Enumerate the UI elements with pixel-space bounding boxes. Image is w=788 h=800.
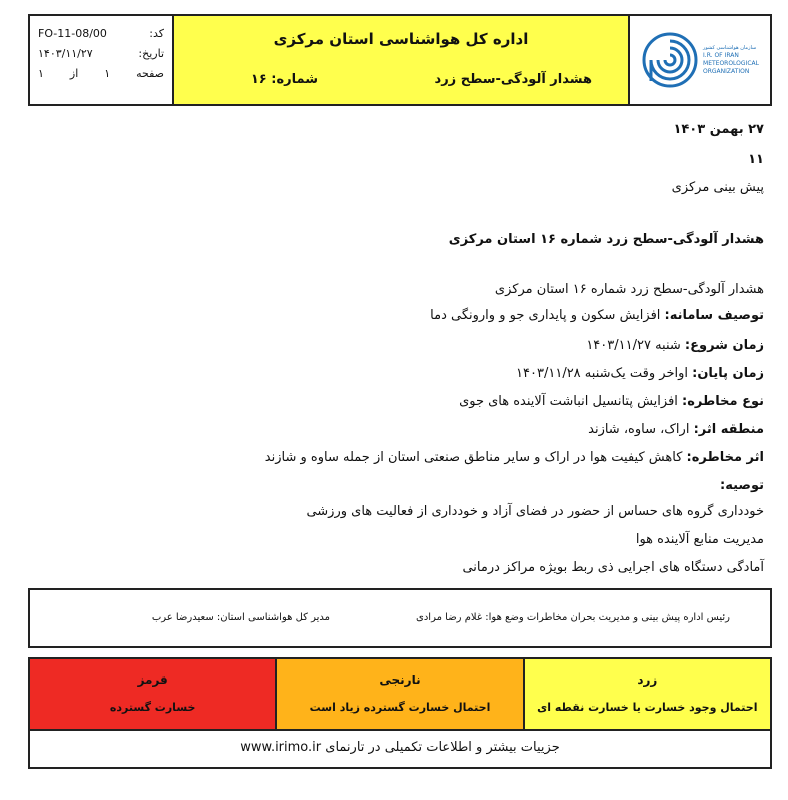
head-signature: رئیس اداره پیش بینی و مدیریت بحران مخاطرات وضع هوا: غلام رضا مرادی [416, 612, 730, 623]
legend-desc: احتمال وجود خسارت یا خسارت نقطه ای [537, 701, 758, 714]
area-label: منطقه اثر: [693, 422, 764, 437]
director-signature: مدیر کل هواشناسی استان: سعیدرضا عرب [151, 612, 330, 623]
legend-desc: خسارت گسترده [109, 701, 196, 714]
issue-hour: ۱۱ [748, 152, 764, 167]
advice-item: خودداری گروه های حساس از حضور در فضای آزاد و خودداری از فعالیت های ورزشی [306, 504, 764, 519]
hazard-label: نوع مخاطره: [682, 394, 764, 409]
effect-value: کاهش کیفیت هوا در اراک و سایر مناطق صنعتی استان از جمله ساوه و شازند [264, 450, 683, 465]
date-row [38, 44, 164, 64]
end-row [516, 366, 764, 381]
start-value: شنبه ۱۴۰۳/۱۱/۲۷ [586, 338, 681, 353]
end-label: زمان پایان: [692, 366, 764, 381]
legend-yellow [525, 659, 770, 729]
legend-red [30, 659, 277, 729]
footer-text: جزییات بیشتر و اطلاعات تکمیلی در تارنمای [325, 740, 560, 755]
hazard-value: افزایش پتانسیل انباشت آلاینده های جوی [459, 394, 678, 409]
logo-text-fa: سازمان هواشناسی کشور [703, 45, 757, 51]
warning-level-legend [28, 657, 772, 731]
code-value: FO-11-08/00 [38, 27, 107, 40]
hazard-row [459, 394, 764, 409]
warning-number: شماره: ۱۶ [250, 72, 318, 87]
legend-title: زرد [637, 673, 658, 687]
advice-item: مدیریت منابع آلاینده هوا [635, 532, 764, 547]
legend-title: نارنجی [379, 673, 421, 687]
legend-title: قرمز [137, 673, 168, 687]
date-label: تاریخ: [138, 47, 164, 60]
document-header [28, 14, 772, 106]
advice-item: آمادگی دستگاه های اجرایی ذی ربط بویژه مراکز درمانی [462, 560, 764, 575]
website-link[interactable]: www.irimo.ir [240, 740, 322, 755]
area-value: اراک، ساوه، شازند [588, 422, 690, 437]
issue-date: ۲۷ بهمن ۱۴۰۳ [673, 122, 764, 137]
code-label: کد: [149, 27, 164, 40]
logo-caption [703, 44, 759, 76]
effect-label: اثر مخاطره: [686, 450, 764, 465]
legend-desc: احتمال خسارت گسترده زیاد است [309, 701, 491, 714]
page-current: ۱ [104, 67, 111, 80]
page-of: از [69, 67, 79, 80]
warning-headline: هشدار آلودگی-سطح زرد شماره ۱۶ استان مرکزی [448, 232, 764, 247]
system-label: توصیف سامانه: [664, 308, 764, 323]
page-label: صفحه [136, 67, 164, 80]
system-value: افزایش سکون و پایداری جو و وارونگی دما [430, 308, 661, 323]
header-title-panel [174, 16, 630, 104]
logo-panel [630, 16, 770, 104]
advice-label: توصیه: [720, 478, 764, 493]
warning-repeat: هشدار آلودگی-سطح زرد شماره ۱۶ استان مرکزی [494, 282, 764, 297]
start-label: زمان شروع: [684, 338, 764, 353]
start-row [586, 338, 764, 353]
system-row [430, 308, 764, 323]
irimo-logo [641, 31, 759, 89]
warning-subject: هشدار آلودگی-سطح زرد [434, 72, 592, 87]
effect-row [265, 450, 764, 465]
spiral-logo-icon [641, 31, 699, 89]
signature-box [28, 588, 772, 648]
area-row [588, 422, 764, 437]
page-row [38, 64, 164, 84]
date-value: ۱۴۰۳/۱۱/۲۷ [38, 47, 93, 60]
legend-orange [277, 659, 524, 729]
forecast-center: پیش بینی مرکزی [671, 180, 764, 195]
org-title: اداره کل هواشناسی استان مرکزی [273, 30, 529, 48]
logo-text-en2: METEOROLOGICAL [703, 60, 759, 67]
footer [28, 729, 772, 769]
logo-text-en3: ORGANIZATION [703, 68, 750, 75]
end-value: اواخر وقت یک‌شنبه ۱۴۰۳/۱۱/۲۸ [516, 366, 688, 381]
page-total: ۱ [38, 67, 44, 80]
logo-text-en1: I.R. OF IRAN [703, 52, 739, 59]
code-row [38, 24, 164, 44]
document-meta [30, 16, 174, 104]
